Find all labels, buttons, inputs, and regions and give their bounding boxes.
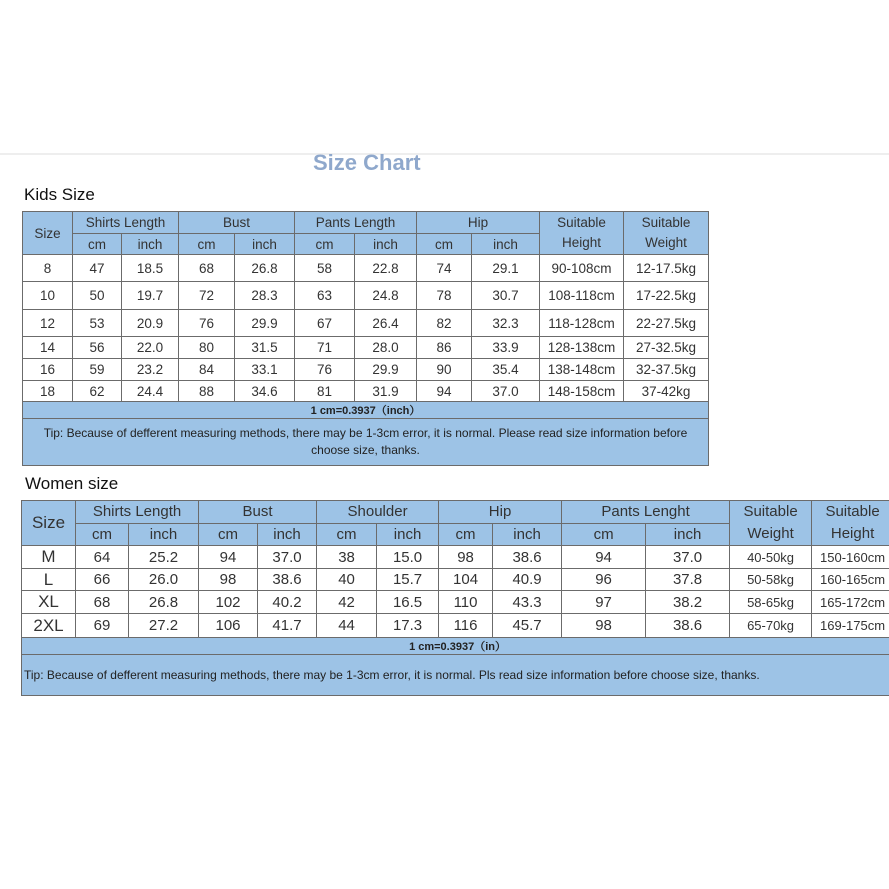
table-cell: 110 <box>439 591 493 614</box>
kids-size-table <box>22 211 709 466</box>
kids-weight-header <box>624 212 709 255</box>
table-cell: 50-58kg <box>730 569 812 591</box>
unit-inch: inch <box>258 523 317 546</box>
table-row <box>22 591 889 614</box>
women-weight-header <box>730 501 812 546</box>
table-row <box>22 569 889 591</box>
header-line: Weight <box>747 525 794 542</box>
table-cell: 72 <box>179 282 235 310</box>
table-cell: 25.2 <box>129 546 199 569</box>
unit-cm: cm <box>73 234 122 255</box>
table-cell: 102 <box>199 591 258 614</box>
header-line: Suitable <box>825 503 880 520</box>
table-cell: 19.7 <box>122 282 179 310</box>
unit-cm: cm <box>76 523 129 546</box>
table-cell: 86 <box>417 337 472 359</box>
unit-inch: inch <box>646 523 730 546</box>
table-cell: 29.1 <box>472 255 540 282</box>
table-cell: 98 <box>562 614 646 638</box>
table-cell: 50 <box>73 282 122 310</box>
table-cell: 26.8 <box>129 591 199 614</box>
unit-inch: inch <box>235 234 295 255</box>
size-cell: XL <box>22 591 76 614</box>
unit-cm: cm <box>295 234 355 255</box>
women-group-header: Pants Lenght <box>562 501 730 524</box>
table-row <box>23 282 709 310</box>
table-cell: 118-128cm <box>540 310 624 337</box>
kids-conversion-note: 1 cm=0.3937（inch） <box>23 402 709 419</box>
table-cell: 59 <box>73 359 122 381</box>
table-cell: 94 <box>417 381 472 402</box>
header-line: Height <box>562 235 602 250</box>
table-cell: 41.7 <box>258 614 317 638</box>
women-size-header: Size <box>22 501 76 546</box>
table-cell: 38.2 <box>646 591 730 614</box>
kids-group-header: Pants Length <box>295 212 417 234</box>
table-cell: 76 <box>179 310 235 337</box>
table-cell: 22-27.5kg <box>624 310 709 337</box>
table-cell: 66 <box>76 569 129 591</box>
table-cell: 37.0 <box>472 381 540 402</box>
table-cell: 29.9 <box>355 359 417 381</box>
table-cell: 76 <box>295 359 355 381</box>
unit-inch: inch <box>355 234 417 255</box>
table-cell: 98 <box>439 546 493 569</box>
unit-inch: inch <box>122 234 179 255</box>
kids-table-body <box>23 255 709 402</box>
table-cell: 45.7 <box>493 614 562 638</box>
table-cell: 30.7 <box>472 282 540 310</box>
table-cell: 32.3 <box>472 310 540 337</box>
women-group-header: Hip <box>439 501 562 524</box>
table-cell: 31.9 <box>355 381 417 402</box>
women-group-header: Bust <box>199 501 317 524</box>
header-line: Height <box>830 525 875 542</box>
table-row <box>22 546 889 569</box>
table-cell: 16.5 <box>377 591 439 614</box>
table-cell: 32-37.5kg <box>624 359 709 381</box>
unit-cm: cm <box>417 234 472 255</box>
women-group-header: Shirts Length <box>76 501 199 524</box>
table-cell: 58 <box>295 255 355 282</box>
unit-cm: cm <box>179 234 235 255</box>
table-cell: 71 <box>295 337 355 359</box>
table-cell: 38.6 <box>646 614 730 638</box>
kids-group-header: Bust <box>179 212 295 234</box>
table-cell: 65-70kg <box>730 614 812 638</box>
table-cell: 24.8 <box>355 282 417 310</box>
table-cell: 15.0 <box>377 546 439 569</box>
table-cell: 150-160cm <box>812 546 889 569</box>
table-cell: 160-165cm <box>812 569 889 591</box>
table-cell: 42 <box>317 591 377 614</box>
table-cell: 90-108cm <box>540 255 624 282</box>
table-cell: 90 <box>417 359 472 381</box>
table-cell: 18.5 <box>122 255 179 282</box>
table-cell: 128-138cm <box>540 337 624 359</box>
size-cell: 12 <box>23 310 73 337</box>
table-cell: 97 <box>562 591 646 614</box>
size-cell: 2XL <box>22 614 76 638</box>
table-cell: 24.4 <box>122 381 179 402</box>
unit-cm: cm <box>562 523 646 546</box>
table-cell: 27-32.5kg <box>624 337 709 359</box>
top-divider <box>0 153 889 155</box>
table-cell: 148-158cm <box>540 381 624 402</box>
table-row <box>23 381 709 402</box>
table-cell: 37.0 <box>646 546 730 569</box>
table-cell: 106 <box>199 614 258 638</box>
table-row <box>23 255 709 282</box>
table-cell: 63 <box>295 282 355 310</box>
header-line: Suitable <box>641 215 691 230</box>
table-cell: 96 <box>562 569 646 591</box>
unit-inch: inch <box>493 523 562 546</box>
table-cell: 15.7 <box>377 569 439 591</box>
size-cell: 10 <box>23 282 73 310</box>
table-cell: 28.3 <box>235 282 295 310</box>
table-cell: 69 <box>76 614 129 638</box>
table-cell: 33.9 <box>472 337 540 359</box>
table-cell: 26.0 <box>129 569 199 591</box>
table-cell: 37-42kg <box>624 381 709 402</box>
size-cell: 8 <box>23 255 73 282</box>
table-cell: 34.6 <box>235 381 295 402</box>
kids-size-header: Size <box>23 212 73 255</box>
table-cell: 84 <box>179 359 235 381</box>
table-cell: 94 <box>199 546 258 569</box>
table-cell: 29.9 <box>235 310 295 337</box>
women-table-body <box>22 546 889 638</box>
size-cell: 14 <box>23 337 73 359</box>
unit-cm: cm <box>317 523 377 546</box>
table-cell: 53 <box>73 310 122 337</box>
table-cell: 37.0 <box>258 546 317 569</box>
table-cell: 44 <box>317 614 377 638</box>
unit-inch: inch <box>472 234 540 255</box>
table-cell: 40.9 <box>493 569 562 591</box>
table-cell: 12-17.5kg <box>624 255 709 282</box>
table-cell: 37.8 <box>646 569 730 591</box>
kids-tip: Tip: Because of defferent measuring methods, there may be 1-3cm error, it is normal. Please read size information before choose size, thanks. <box>23 419 709 466</box>
women-section-label: Women size <box>25 474 119 493</box>
table-cell: 40-50kg <box>730 546 812 569</box>
unit-inch: inch <box>129 523 199 546</box>
table-cell: 35.4 <box>472 359 540 381</box>
table-cell: 88 <box>179 381 235 402</box>
women-group-header: Shoulder <box>317 501 439 524</box>
table-cell: 165-172cm <box>812 591 889 614</box>
table-cell: 43.3 <box>493 591 562 614</box>
women-height-header <box>812 501 889 546</box>
kids-section-label: Kids Size <box>24 185 95 204</box>
table-cell: 33.1 <box>235 359 295 381</box>
table-row <box>23 310 709 337</box>
table-cell: 56 <box>73 337 122 359</box>
size-cell: L <box>22 569 76 591</box>
table-cell: 67 <box>295 310 355 337</box>
table-cell: 81 <box>295 381 355 402</box>
table-cell: 62 <box>73 381 122 402</box>
table-cell: 22.0 <box>122 337 179 359</box>
unit-cm: cm <box>439 523 493 546</box>
table-cell: 38.6 <box>258 569 317 591</box>
table-cell: 26.8 <box>235 255 295 282</box>
table-cell: 169-175cm <box>812 614 889 638</box>
table-cell: 28.0 <box>355 337 417 359</box>
table-cell: 47 <box>73 255 122 282</box>
page-title: Size Chart <box>313 150 421 175</box>
table-row <box>23 337 709 359</box>
table-cell: 80 <box>179 337 235 359</box>
table-cell: 38.6 <box>493 546 562 569</box>
header-line: Weight <box>645 235 687 250</box>
table-cell: 17-22.5kg <box>624 282 709 310</box>
table-cell: 31.5 <box>235 337 295 359</box>
kids-group-header: Hip <box>417 212 540 234</box>
header-line: Suitable <box>557 215 606 230</box>
table-cell: 116 <box>439 614 493 638</box>
unit-cm: cm <box>199 523 258 546</box>
table-cell: 82 <box>417 310 472 337</box>
table-cell: 68 <box>179 255 235 282</box>
table-cell: 68 <box>76 591 129 614</box>
table-cell: 23.2 <box>122 359 179 381</box>
table-cell: 26.4 <box>355 310 417 337</box>
table-cell: 98 <box>199 569 258 591</box>
table-cell: 108-118cm <box>540 282 624 310</box>
table-cell: 74 <box>417 255 472 282</box>
table-cell: 27.2 <box>129 614 199 638</box>
women-tip: Tip: Because of defferent measuring methods, there may be 1-3cm error, it is normal. Pls read size information before choose size, thanks. <box>22 655 889 696</box>
header-line: Suitable <box>743 503 798 520</box>
kids-group-header: Shirts Length <box>73 212 179 234</box>
table-cell: 64 <box>76 546 129 569</box>
kids-height-header <box>540 212 624 255</box>
table-cell: 94 <box>562 546 646 569</box>
size-cell: 16 <box>23 359 73 381</box>
table-cell: 38 <box>317 546 377 569</box>
table-cell: 40 <box>317 569 377 591</box>
women-size-table <box>21 500 889 696</box>
women-conversion-note: 1 cm=0.3937（in） <box>22 638 889 655</box>
table-cell: 78 <box>417 282 472 310</box>
table-row <box>22 614 889 638</box>
table-cell: 20.9 <box>122 310 179 337</box>
table-row <box>23 359 709 381</box>
table-cell: 22.8 <box>355 255 417 282</box>
size-cell: 18 <box>23 381 73 402</box>
table-cell: 40.2 <box>258 591 317 614</box>
table-cell: 138-148cm <box>540 359 624 381</box>
table-cell: 17.3 <box>377 614 439 638</box>
table-cell: 104 <box>439 569 493 591</box>
size-cell: M <box>22 546 76 569</box>
table-cell: 58-65kg <box>730 591 812 614</box>
unit-inch: inch <box>377 523 439 546</box>
